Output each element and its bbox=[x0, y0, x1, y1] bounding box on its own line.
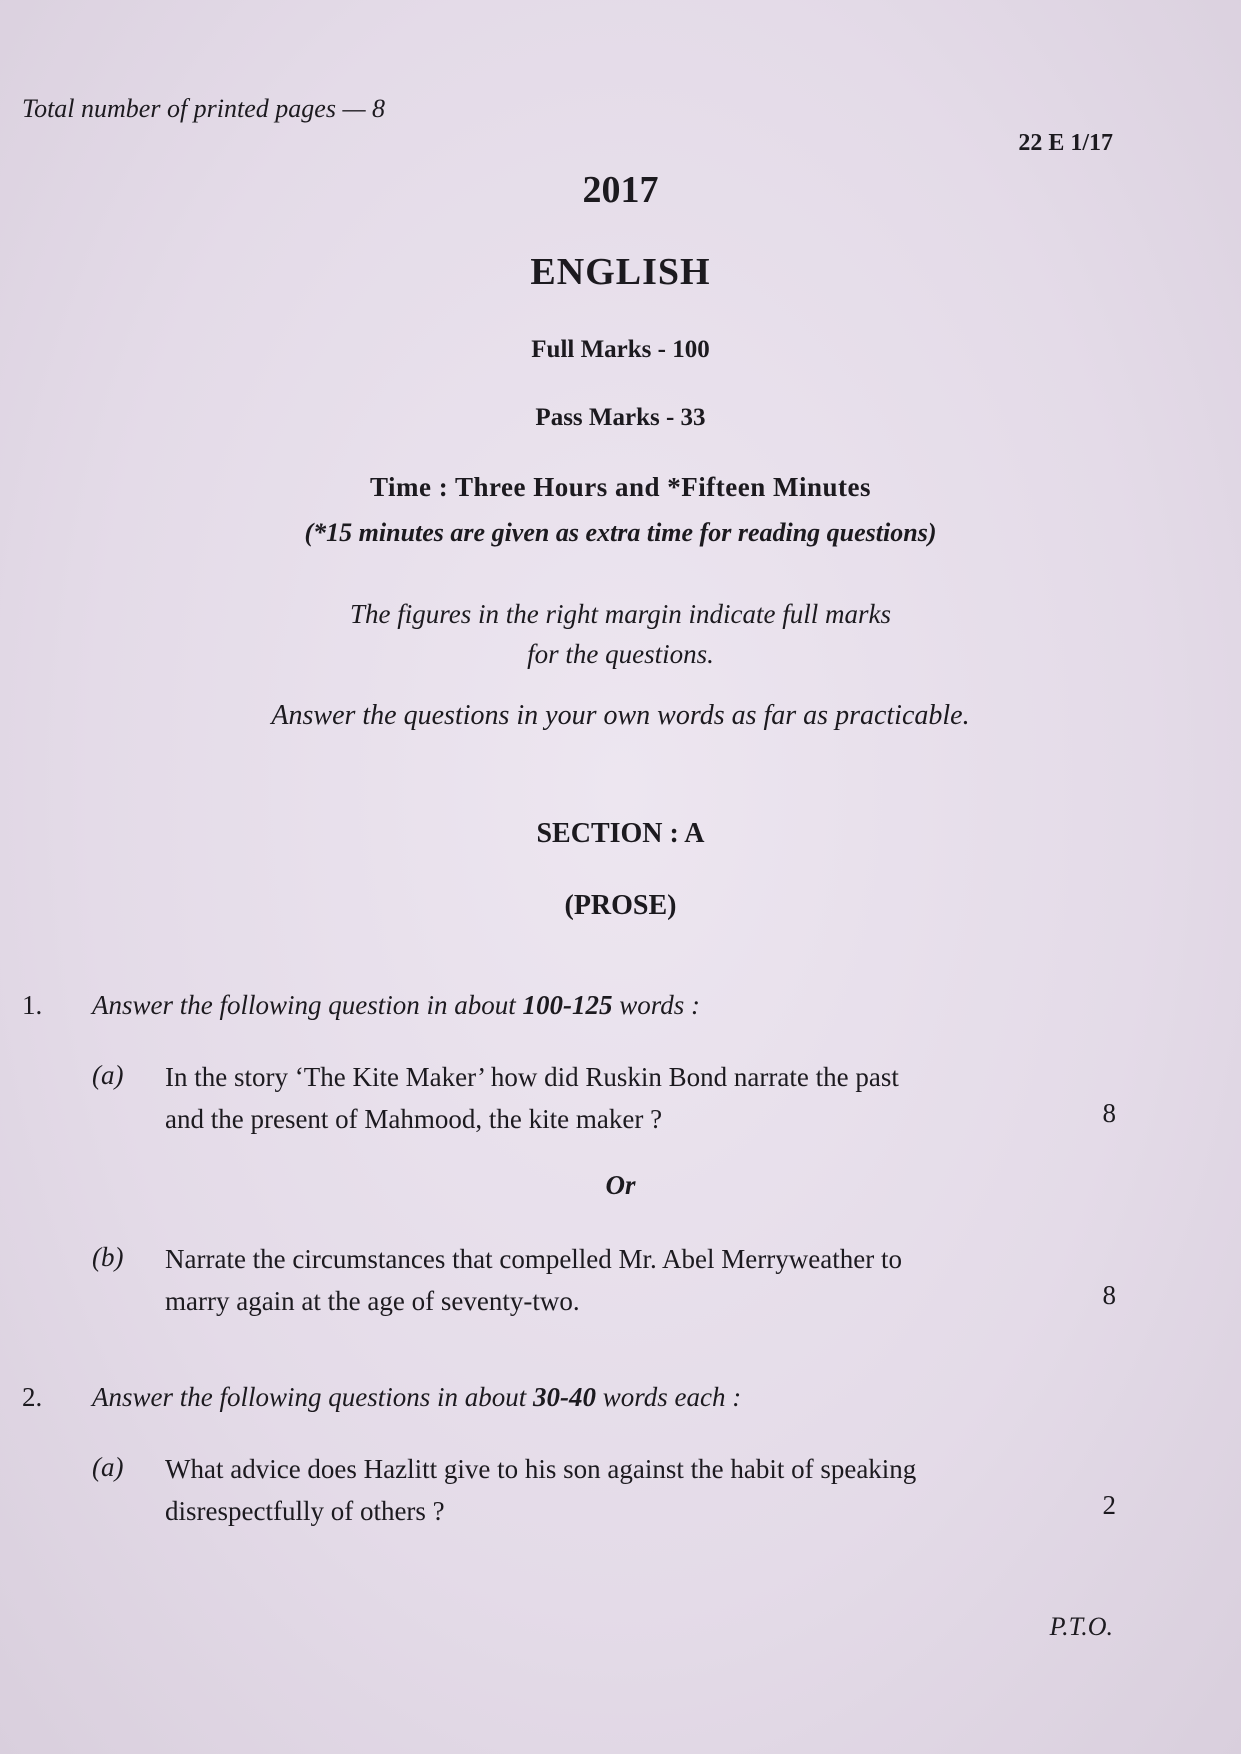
question-1a-label: (a) bbox=[92, 1060, 124, 1090]
exam-year: 2017 bbox=[582, 169, 659, 211]
question-2a-line2: disrespectfully of others ? bbox=[165, 1496, 445, 1526]
question-2-number: 2. bbox=[22, 1382, 43, 1412]
question-2-word-count: 30-40 bbox=[533, 1382, 597, 1412]
question-1-number: 1. bbox=[22, 990, 43, 1020]
question-1b-line1: Narrate the circumstances that compelled Mr. Abel Merryweather to bbox=[165, 1244, 902, 1274]
total-pages-note: Total number of printed pages — 8 bbox=[22, 94, 386, 123]
extra-time-note: (*15 minutes are given as extra time for reading questions) bbox=[304, 518, 937, 547]
question-2a-marks: 2 bbox=[1102, 1490, 1116, 1520]
marks-instruction-line1: The figures in the right margin indicate full marks bbox=[350, 599, 891, 629]
section-title: SECTION : A bbox=[536, 818, 705, 849]
question-1a-marks: 8 bbox=[1102, 1098, 1116, 1128]
question-1a-line2: and the present of Mahmood, the kite maker ? bbox=[165, 1104, 663, 1134]
please-turn-over: P.T.O. bbox=[1049, 1612, 1113, 1641]
question-1a-text bbox=[165, 1056, 1125, 1140]
question-2-instruction-pre: Answer the following questions in about bbox=[92, 1382, 534, 1412]
question-1-instruction-post: words : bbox=[612, 990, 701, 1020]
or-separator: Or bbox=[605, 1170, 636, 1200]
question-1-instruction-pre: Answer the following question in about bbox=[92, 990, 523, 1020]
question-2-instruction bbox=[92, 1382, 741, 1413]
section-subtitle: (PROSE) bbox=[564, 890, 677, 921]
question-2-instruction-post: words each : bbox=[596, 1382, 742, 1412]
marks-instruction bbox=[0, 594, 1241, 674]
question-1b-text bbox=[165, 1238, 1125, 1322]
question-1-instruction bbox=[92, 990, 700, 1021]
question-1b-marks: 8 bbox=[1102, 1280, 1116, 1310]
marks-instruction-line2: for the questions. bbox=[527, 639, 714, 669]
paper-code: 22 E 1/17 bbox=[1018, 130, 1113, 156]
pass-marks: Pass Marks - 33 bbox=[535, 404, 706, 431]
question-2a-text bbox=[165, 1448, 1125, 1532]
own-words-instruction: Answer the questions in your own words as far as practicable. bbox=[271, 700, 970, 731]
question-1b-label: (b) bbox=[92, 1242, 124, 1272]
subject-title: ENGLISH bbox=[530, 251, 711, 293]
exam-time: Time : Three Hours and *Fifteen Minutes bbox=[370, 472, 871, 502]
question-1a-line1: In the story ‘The Kite Maker’ how did Ruskin Bond narrate the past bbox=[165, 1062, 899, 1092]
question-2a-label: (a) bbox=[92, 1452, 124, 1482]
question-1-word-count: 100-125 bbox=[522, 990, 613, 1020]
question-1b-line2: marry again at the age of seventy-two. bbox=[165, 1286, 580, 1316]
question-2a-line1: What advice does Hazlitt give to his son against the habit of speaking bbox=[165, 1454, 917, 1484]
full-marks: Full Marks - 100 bbox=[531, 336, 710, 363]
